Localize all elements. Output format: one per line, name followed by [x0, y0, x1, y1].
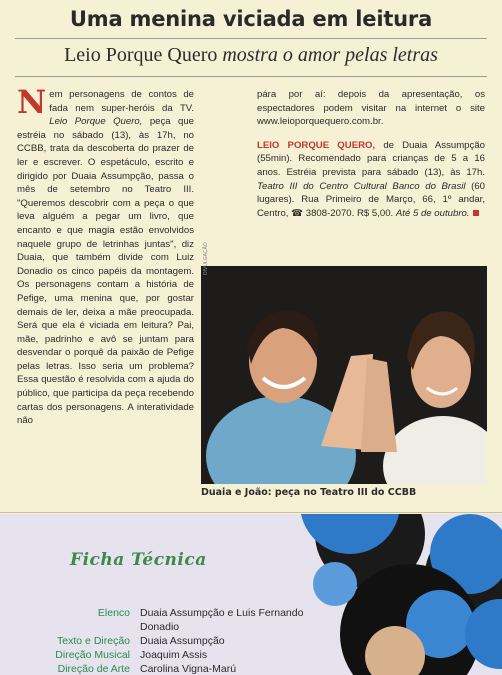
credit-names: Duaia Assumpção	[140, 635, 225, 647]
credit-role: Direção de Arte	[57, 663, 130, 675]
credit-row	[30, 634, 330, 648]
info-heading: LEIO PORQUE QUERO,	[257, 139, 376, 151]
credit-role: Texto e Direção	[57, 635, 130, 647]
credit-role: Elenco	[97, 607, 130, 619]
credit-row	[30, 662, 330, 675]
credit-names: Duaia Assumpção e Luis Fernando Donadio	[140, 607, 304, 633]
photo-caption: Duaia e João: peça no Teatro III do CCBB	[201, 487, 417, 498]
article-column-2	[257, 88, 485, 220]
performers-photo	[201, 266, 487, 484]
credit-names: Carolina Vigna-Marú	[140, 663, 237, 675]
subtitle-show-name: Leio Porque Quero	[64, 44, 218, 66]
end-mark-icon	[473, 210, 479, 216]
credit-names: Joaquim Assis	[140, 649, 208, 661]
body-italic: Leio Porque Quero,	[49, 116, 143, 128]
article-title: Uma menina viciada em leitura	[69, 7, 433, 31]
title-divider	[15, 38, 487, 39]
credits-list	[30, 606, 330, 675]
body-text: peça que estréia no sábado (13), às 17h, no CCBB, trata da descoberta do prazer de ler e escrever. O espetáculo, escrito e dirigido por Duaia Assumpção, passa o mês de setembro no Teatro III. "Queremos descobrir com a peça o que leva alguém a pegar um livro, que encanto e que magia estão envolvidos naquele grupo de letrinhas juntas", diz Duaia, que também divide com Luiz Donadio os cinco papéis da montagem. Os personagens contam a história de Pefige, uma menina que, por gostar demais de ler, deixa a mãe preocupada. Será que ela é viciada em leitura? Pai, mãe, padrinho e avô se juntam para desvendar o porquê da paixão de Pefige pelas letras. Isso seria um problema? Essa questão é resolvida com a ajuda do público, que participa da peça recebendo cartas dos personagens. A interatividade não	[17, 116, 194, 427]
article-subtitle	[0, 44, 502, 67]
ficha-tecnica-panel	[0, 514, 502, 675]
subtitle-rest: mostra o amor pelas letras	[222, 44, 438, 66]
article-column-1	[17, 83, 194, 428]
info-text: (60 lugares). Rua Primeiro de Março, 66, 1º andar, Centro, ☎ 3808-2070. R$ 5,00.	[257, 180, 486, 219]
subtitle-divider	[15, 76, 487, 77]
body-text: pára por aí: depois da apresentação, os espectadores podem visitar na internet o site www.leioporquequero.com.br.	[257, 89, 485, 128]
info-dates: Até 5 de outubro.	[395, 207, 470, 219]
info-text: de Duaia Assumpção (55min). Recomendado para crianças de 5 a 16 anos. Estréia prevista para sábado (13), às 17h.	[257, 139, 485, 178]
article-photo	[201, 266, 487, 484]
info-venue: Teatro III do Centro Cultural Banco do Brasil	[257, 180, 466, 192]
body-text: em personagens de contos de fada nem super-heróis da TV.	[49, 89, 194, 114]
ficha-tecnica-title: Ficha Técnica	[70, 550, 207, 570]
drop-cap: N	[17, 83, 47, 121]
credit-role: Direção Musical	[55, 649, 130, 661]
credit-row	[30, 648, 330, 662]
photo-credit: DIVULGAÇÃO	[203, 242, 209, 275]
credit-row	[30, 606, 330, 634]
